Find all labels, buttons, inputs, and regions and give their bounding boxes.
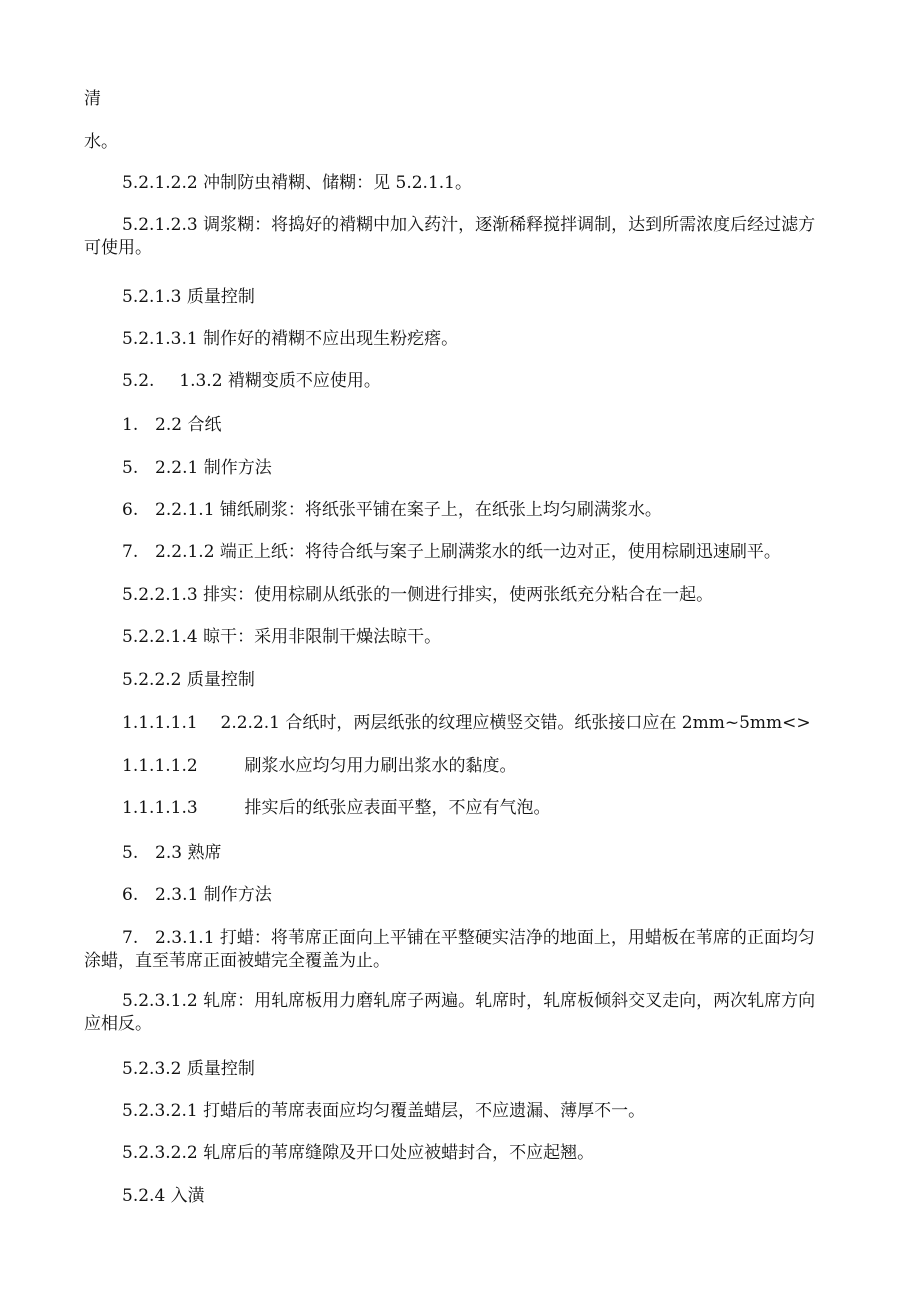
heading-text: 2.3 熟席 — [155, 843, 222, 863]
section-heading — [122, 457, 272, 480]
text-line — [122, 1142, 594, 1165]
line-number: 6. — [122, 500, 139, 520]
section-heading — [122, 842, 222, 865]
line-number: 5.2. — [122, 371, 155, 391]
text-line — [122, 541, 781, 564]
section-heading — [122, 414, 222, 437]
paragraph — [84, 927, 829, 973]
paragraph-text: 5.2.3.1.2 轧席：用轧席板用力磨轧席子两遍。轧席时，轧席板倾斜交叉走向，两次轧席方向应相反。 — [84, 991, 816, 1034]
line-text: 5.2.2.1.3 排实：使用棕刷从纸张的一侧进行排实，使两张纸充分粘合在一起。 — [122, 585, 714, 605]
text-line — [122, 370, 381, 393]
heading-text: 2.2 合纸 — [155, 415, 222, 435]
line-number: 1.1.1.1.2 — [122, 756, 198, 776]
heading-text: 2.3.1 制作方法 — [155, 885, 272, 905]
section-heading — [122, 286, 255, 309]
line-text: 5.2.1.2.2 冲制防虫褙糊、储糊：见 5.2.1.1。 — [122, 173, 472, 193]
line-text: 刷浆水应均匀用力刷出浆水的黏度。 — [244, 756, 517, 776]
text-line — [122, 172, 472, 195]
text-line — [122, 328, 458, 351]
section-heading — [122, 884, 272, 907]
heading-text: 5.2.2.2 质量控制 — [122, 670, 255, 690]
section-heading — [122, 1185, 205, 1208]
text-line — [122, 1100, 645, 1123]
text-line — [122, 712, 811, 735]
line-number: 5. — [122, 458, 139, 478]
heading-text: 5.2.3.2 质量控制 — [122, 1059, 255, 1079]
paragraph — [84, 990, 829, 1036]
text-line — [122, 626, 441, 649]
line-number: 7. — [122, 542, 139, 562]
line-text: 排实后的纸张应表面平整，不应有气泡。 — [244, 798, 551, 818]
paragraph-text: 5.2.1.2.3 调浆糊：将捣好的褙糊中加入药汁，逐渐稀释搅拌调制，达到所需浓度后经过滤方可使用。 — [84, 215, 816, 258]
line-text: 清 — [84, 89, 101, 109]
paragraph — [84, 214, 829, 260]
line-text: 2.2.1.2 端正上纸：将待合纸与案子上刷满浆水的纸一边对正，使用棕刷迅速刷平。 — [155, 542, 781, 562]
text-line — [84, 131, 118, 154]
heading-text: 2.2.1 制作方法 — [155, 458, 272, 478]
heading-text: 5.2.1.3 质量控制 — [122, 287, 255, 307]
heading-text: 5.2.4 入潢 — [122, 1186, 205, 1206]
line-number: 7. — [122, 928, 139, 948]
line-text: 5.2.3.2.2 轧席后的苇席缝隙及开口处应被蜡封合，不应起翘。 — [122, 1143, 595, 1163]
text-line — [122, 797, 551, 820]
text-line — [84, 88, 101, 111]
line-text: 5.2.1.3.1 制作好的褙糊不应出现生粉疙瘩。 — [122, 329, 459, 349]
line-number: 6. — [122, 885, 139, 905]
text-line — [122, 499, 662, 522]
line-text: 2.2.1.1 铺纸刷浆：将纸张平铺在案子上，在纸张上均匀刷满浆水。 — [155, 500, 662, 520]
line-text: 1.3.2 褙糊变质不应使用。 — [179, 371, 381, 391]
line-number: 1.1.1.1.1 — [122, 713, 198, 733]
line-text: 2.2.2.1 合纸时，两层纸张的纹理应横竖交错。纸张接口应在 2mm~5mm<> — [220, 713, 811, 733]
line-text: 5.2.2.1.4 晾干：采用非限制干燥法晾干。 — [122, 627, 442, 647]
section-heading — [122, 669, 255, 692]
text-line — [122, 584, 713, 607]
text-line — [122, 755, 517, 778]
line-text: 5.2.3.2.1 打蜡后的苇席表面应均匀覆盖蜡层，不应遗漏、薄厚不一。 — [122, 1101, 646, 1121]
line-number: 1. — [122, 415, 139, 435]
line-text: 水。 — [84, 132, 118, 152]
paragraph-text: 2.3.1.1 打蜡：将苇席正面向上平铺在平整硬实洁净的地面上，用蜡板在苇席的正面均匀涂蜡，直至苇席正面被蜡完全覆盖为止。 — [84, 928, 815, 971]
line-number: 1.1.1.1.3 — [122, 798, 198, 818]
section-heading — [122, 1058, 255, 1081]
line-number: 5. — [122, 843, 139, 863]
